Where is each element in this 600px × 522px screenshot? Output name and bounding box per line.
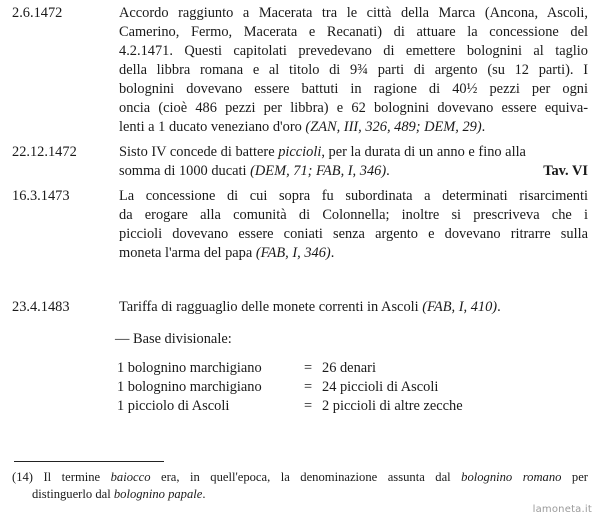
entry-text — [119, 187, 588, 263]
text-line: oncia (cioè 486 pezzi per libbra) e 62 bolognini dovevano essere equiva- — [119, 100, 588, 116]
italic-term: bolognino romano — [461, 470, 562, 484]
text-run: , per la durata di un anno e fino alla — [321, 144, 526, 160]
reference: (FAB, I, 410) — [422, 299, 498, 315]
equals-sign: = — [304, 360, 313, 376]
base-divisionale — [115, 330, 463, 416]
text-run: era, in quell'epoca, la denominazione assunta dal — [150, 470, 462, 484]
entry-text — [119, 4, 588, 137]
equals-sign: = — [304, 398, 313, 414]
entry-text — [119, 143, 588, 181]
footnote-line — [12, 469, 588, 486]
footnote-rule — [14, 461, 164, 462]
text-line: La concessione di cui sopra fu subordinata a determinati risarcimenti — [119, 188, 588, 204]
text-line: Camerino, Fermo, Macerata e Recanati) di attuare la concessione del — [119, 24, 588, 40]
text-line — [119, 244, 588, 263]
text-line — [119, 118, 588, 137]
text-line: da erogare alla comunità di Colonnella; inoltre si prescriveva che i — [119, 207, 588, 223]
italic-term: bolognino papale — [113, 487, 203, 501]
entry-date: 23.4.1483 — [12, 299, 70, 315]
reference: (FAB, I, 346) — [255, 245, 331, 261]
italic-term: baiocco — [110, 470, 151, 484]
text-line — [119, 143, 588, 162]
base-heading: — Base divisionale: — [115, 331, 232, 347]
text-run: . — [386, 163, 390, 179]
text-run: . — [497, 299, 501, 315]
entry-text — [119, 298, 588, 317]
reference: (ZAN, III, 326, 489; DEM, 29) — [305, 119, 482, 135]
text-run: . — [330, 245, 335, 261]
equals-sign: = — [304, 379, 313, 395]
text-run: Tariffa di ragguaglio delle monete correnti in Ascoli — [119, 299, 423, 315]
text-run: Il termine — [43, 470, 111, 484]
text-run: distinguerlo dal — [32, 487, 114, 501]
footnote — [12, 469, 588, 503]
text-run: . — [202, 487, 206, 501]
equivalence-left: 1 bolognino marchigiano — [117, 360, 262, 376]
site-watermark: lamoneta.it — [532, 504, 592, 515]
equivalence-left: 1 bolognino marchigiano — [117, 379, 262, 395]
text-line: 4.2.1471. Questi capitolati prevedevano di emettere bolognini al taglio — [119, 43, 588, 59]
text-line: della libbra romana e al titolo di 9¾ parti di argento (su 12 parti). I — [119, 62, 588, 78]
text-run: . — [481, 119, 486, 135]
footnote-mark: (14) — [12, 470, 33, 484]
equivalence-left: 1 picciolo di Ascoli — [117, 398, 230, 414]
text-run: per — [561, 470, 589, 484]
italic-term: piccioli — [278, 144, 322, 160]
reference: (DEM, 71; FAB, I, 346) — [250, 163, 387, 179]
text-line — [119, 298, 588, 317]
text-run: somma di 1000 ducati — [119, 163, 251, 179]
equivalence-right: 2 piccioli di altre zecche — [322, 398, 463, 414]
text-run: Sisto IV concede di battere — [119, 144, 279, 160]
text-line: piccioli dovevano essere coniati senza argento e dovevano ritrarre sulla — [119, 226, 588, 242]
footnote-line — [12, 486, 588, 503]
equivalence-row — [117, 359, 463, 378]
equivalence-row — [117, 378, 463, 397]
text-run: moneta l'arma del papa — [119, 245, 256, 261]
entry-date: 16.3.1473 — [12, 188, 70, 204]
equivalence-row — [117, 397, 463, 416]
text-line — [119, 162, 588, 181]
text-run: lenti a 1 ducato veneziano d'oro — [119, 119, 306, 135]
entry-date: 22.12.1472 — [12, 144, 77, 160]
equivalence-right: 26 denari — [322, 360, 376, 376]
text-line: bolognini dovevano essere battuti in ragione di 40½ pezzi per ogni — [119, 81, 588, 97]
plate-reference: Tav. VI — [543, 163, 588, 179]
text-line: Accordo raggiunto a Macerata tra le città della Marca (Ancona, Ascoli, — [119, 5, 588, 21]
entry-date: 2.6.1472 — [12, 5, 63, 21]
equivalence-right: 24 piccioli di Ascoli — [322, 379, 439, 395]
